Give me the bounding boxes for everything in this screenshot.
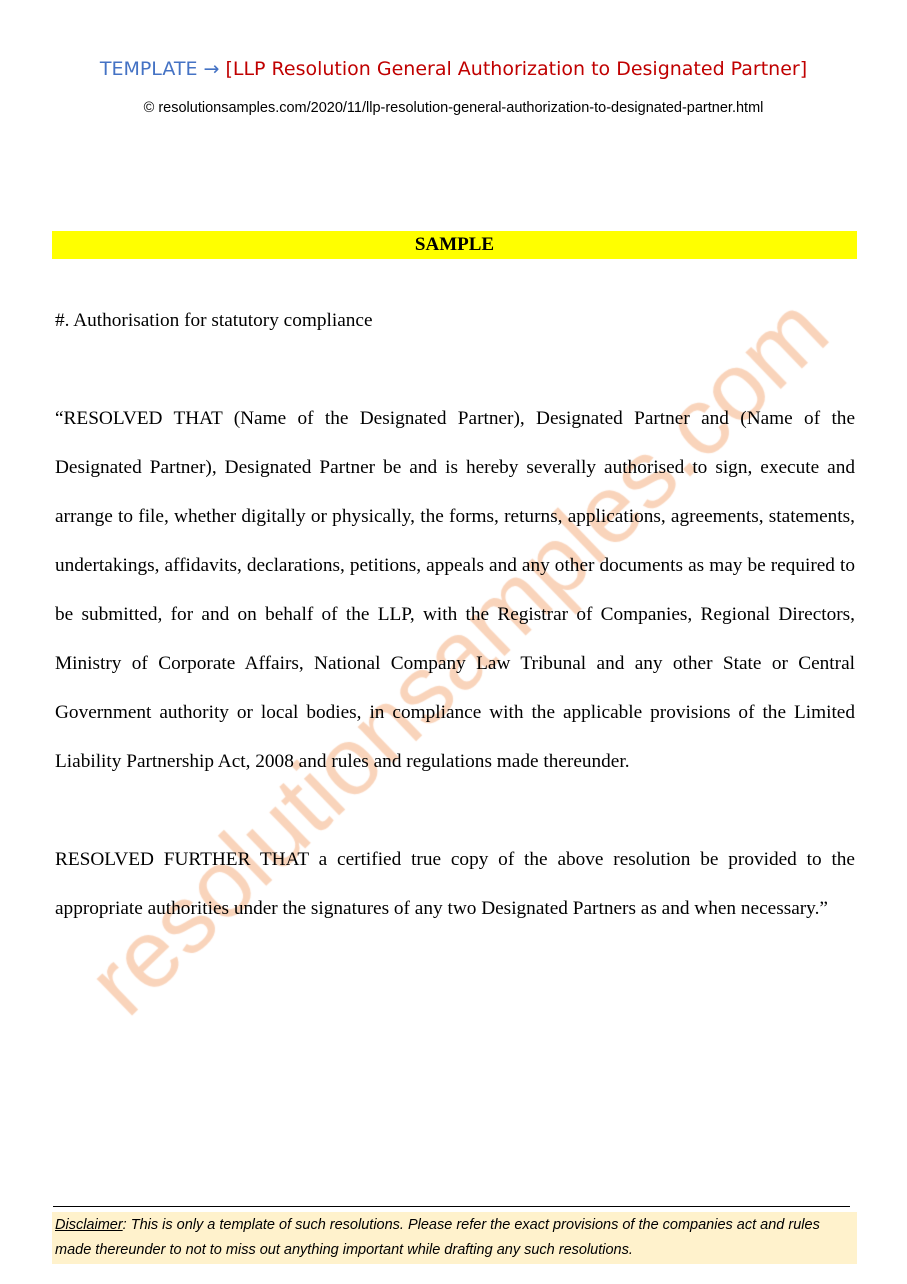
sample-banner: SAMPLE [52, 231, 857, 259]
resolution-title: [LLP Resolution General Authorization to Designated Partner] [225, 58, 808, 80]
disclaimer-text: : This is only a template of such resolutions. Please refer the exact provisions of the companies act and rules made thereunder to not to miss out anything important while drafting any such resolutions. [55, 1217, 820, 1258]
disclaimer-label: Disclaimer [55, 1217, 123, 1233]
resolution-further-paragraph: RESOLVED FURTHER THAT a certified true copy of the above resolution be provided to the appropriate authorities under the signatures of any two Designated Partners as and when necessary.” [55, 849, 855, 919]
source-url: © resolutionsamples.com/2020/11/llp-resolution-general-authorization-to-designated-partner.html [143, 100, 764, 116]
footer-divider [53, 1206, 850, 1207]
resolution-paragraph: “RESOLVED THAT (Name of the Designated Partner), Designated Partner and (Name of the Designated Partner), Designated Partner be and is hereby severally authorised to sign, execute and arrange to file, whether digitally or physically, the forms, returns, applications, agreements, statements, undertakings, affidavits, declarations, petitions, appeals and any other documents as may be required to be submitted, for and on behalf of the LLP, with the Registrar of Companies, Regional Directors, Ministry of Corporate Affairs, National Company Law Tribunal and any other State or Central Government authority or local bodies, in compliance with the applicable provisions of the Limited Liability Partnership Act, 2008 and rules and regulations made thereunder. [55, 408, 855, 772]
disclaimer [52, 1212, 857, 1264]
document-title [0, 56, 907, 82]
section-heading: #. Authorisation for statutory compliance [55, 310, 373, 331]
document-body [55, 296, 855, 933]
template-label: TEMPLATE → [99, 58, 220, 80]
